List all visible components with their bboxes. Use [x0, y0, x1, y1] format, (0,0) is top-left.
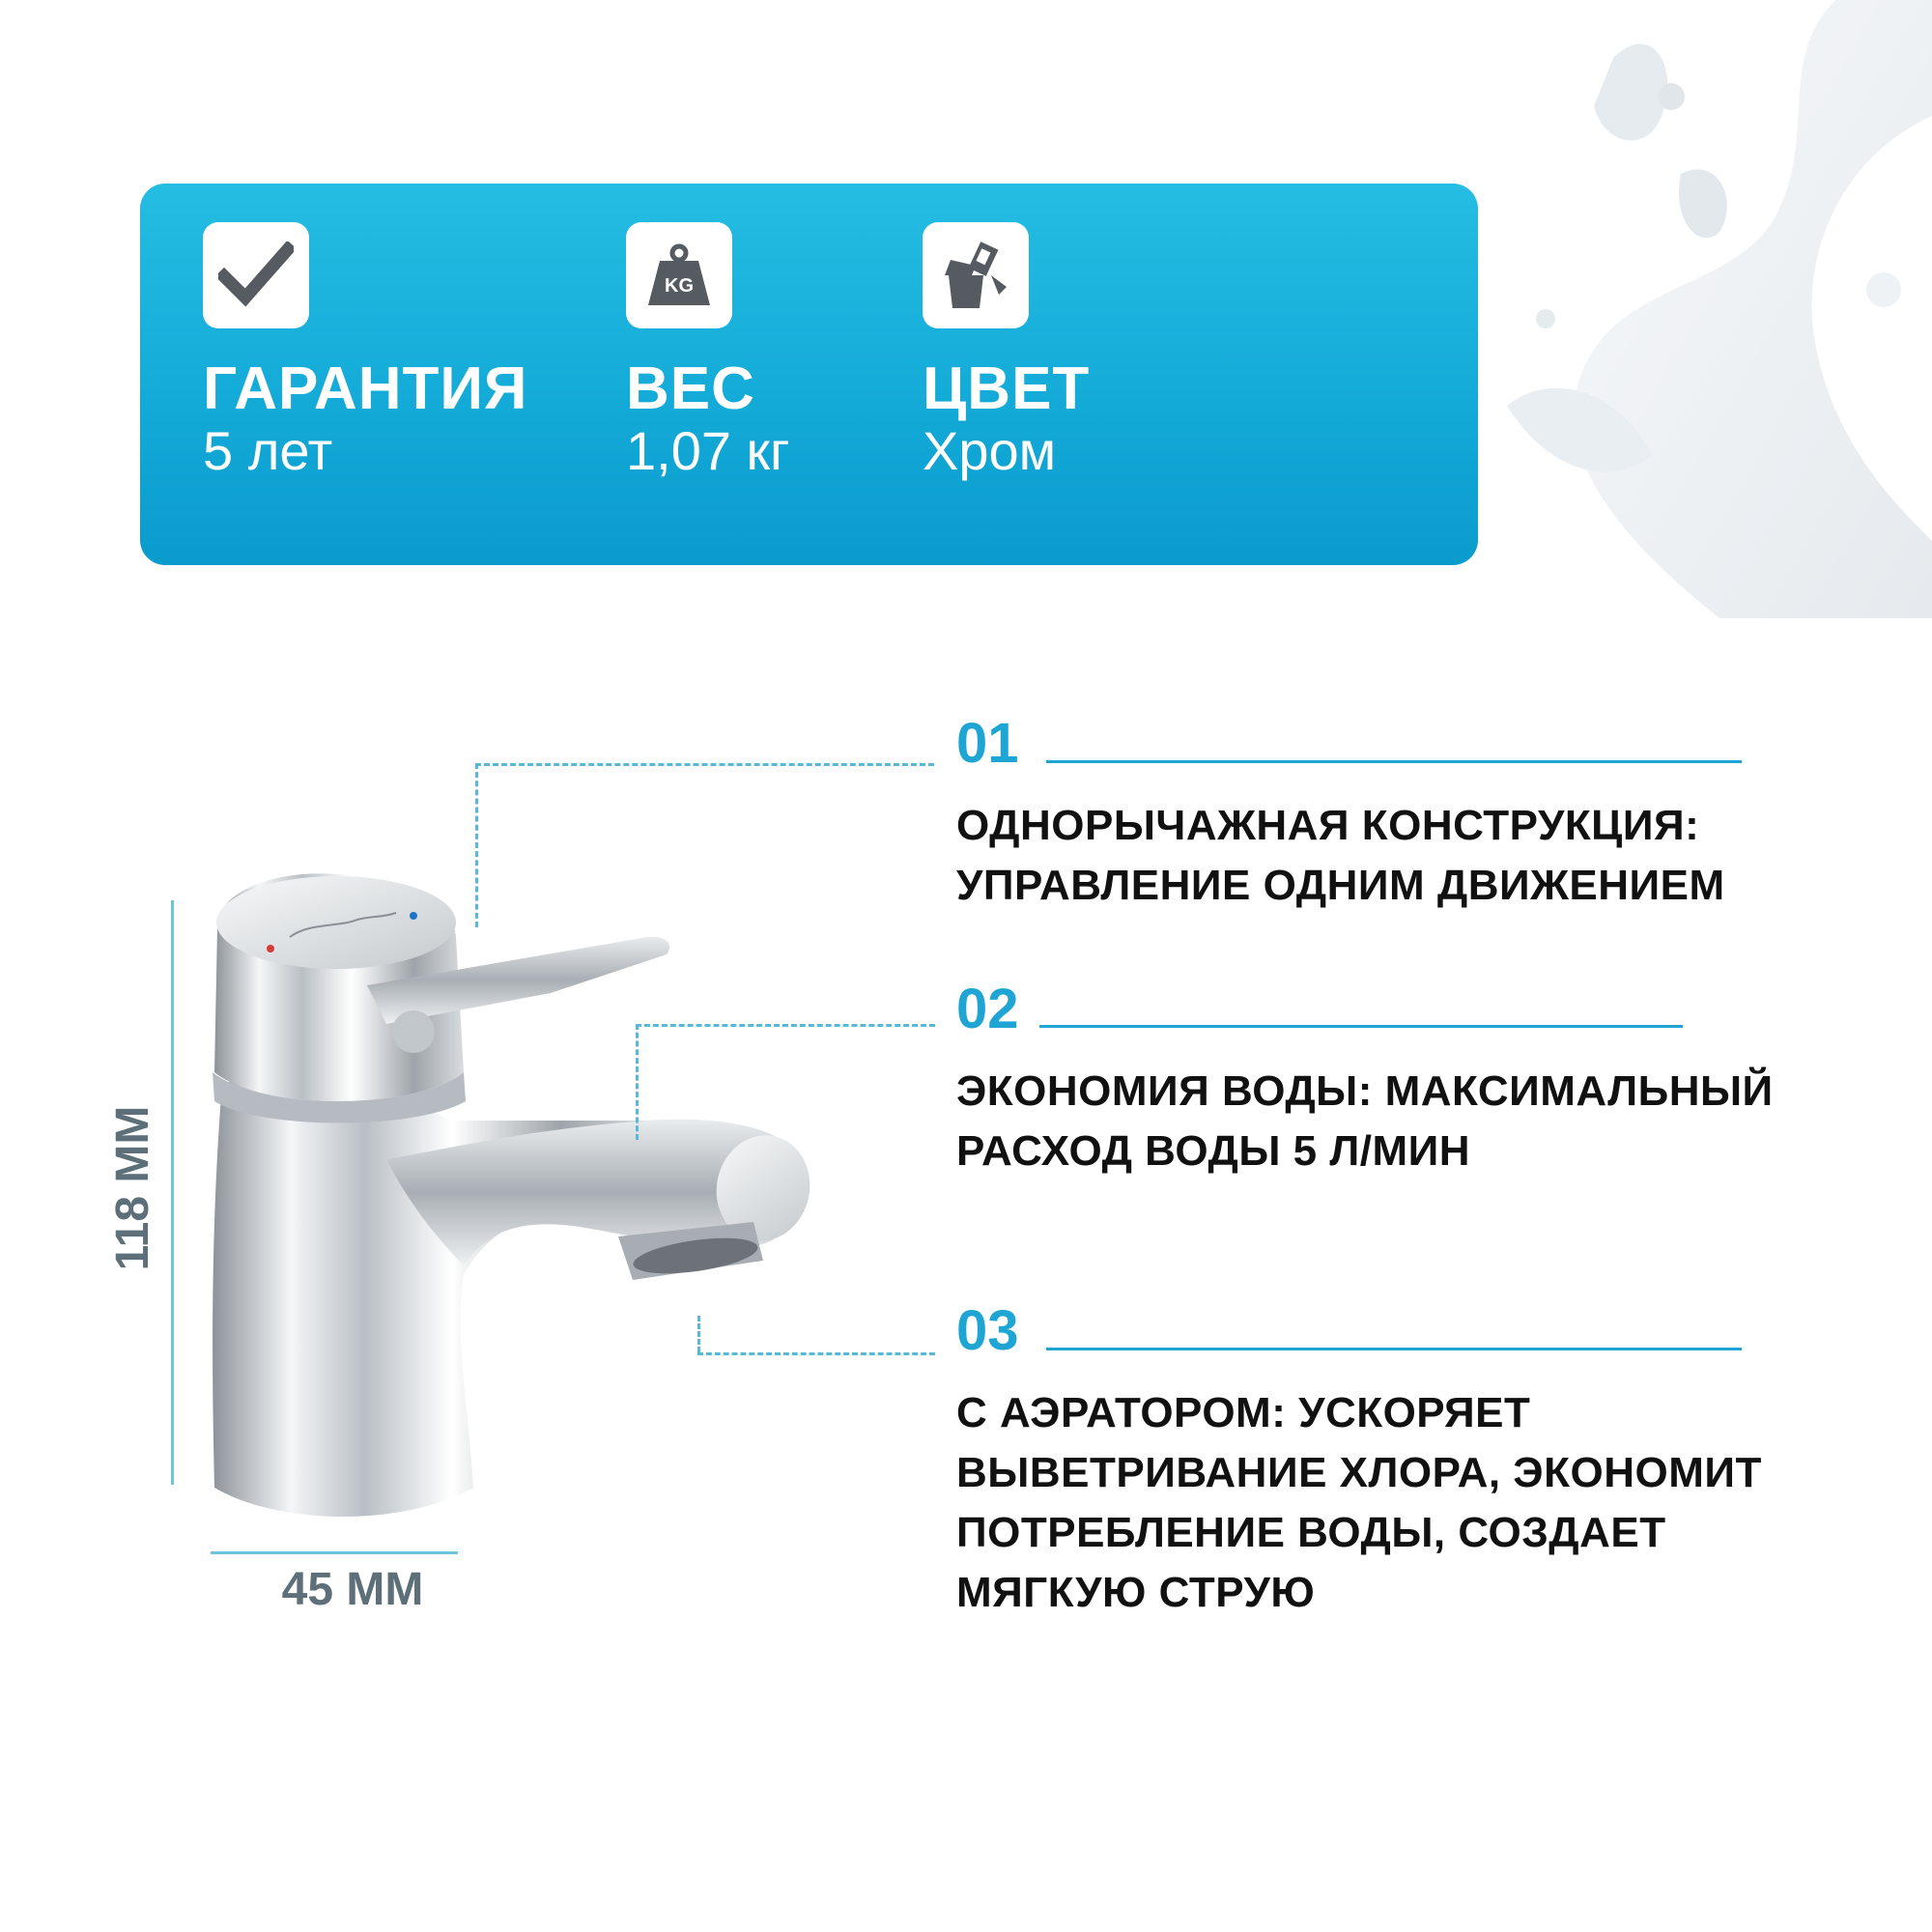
spec-weight — [626, 222, 789, 481]
cold-indicator-dot — [410, 912, 417, 920]
spec-value: 1,07 кг — [626, 420, 790, 481]
callout-line-02-vertical — [636, 1024, 639, 1140]
feature-01 — [956, 712, 1845, 916]
specs-banner — [140, 184, 1478, 565]
width-dimension-text: 45 ММ — [281, 1564, 424, 1615]
spec-title: ЦВЕТ — [923, 355, 1091, 422]
faucet-image — [193, 869, 821, 1536]
feature-number: 02 — [956, 978, 1019, 1040]
spec-value: Хром — [923, 420, 1057, 481]
callout-line-03 — [697, 1352, 935, 1355]
callout-line-01 — [475, 763, 934, 766]
callout-line-02 — [636, 1024, 935, 1027]
hot-indicator-dot — [267, 945, 274, 952]
checkmark-icon — [203, 222, 309, 328]
feature-number: 01 — [956, 712, 1019, 775]
paint-bucket-icon — [923, 222, 1029, 328]
height-dimension-text: 118 ММ — [107, 1105, 158, 1271]
feature-rule — [1039, 1025, 1683, 1028]
kg-icon-label: KG — [665, 275, 694, 297]
feature-text: С АЭРАТОРОМ: УСКОРЯЕТ ВЫВЕТРИВАНИЕ ХЛОРА, ЭКОНОМИТ ПОТРЕБЛЕНИЕ ВОДЫ, СОЗДАЕТ МЯГКУЮ СТРУЮ — [956, 1389, 1762, 1616]
callout-line-01-vertical — [475, 763, 478, 927]
spec-value: 5 лет — [203, 420, 333, 481]
feature-rule — [1046, 760, 1742, 763]
feature-02 — [956, 980, 1845, 1181]
feature-text: ОДНОРЫЧАЖНАЯ КОНСТРУКЦИЯ: УПРАВЛЕНИЕ ОДНИМ ДВИЖЕНИЕМ — [956, 802, 1725, 909]
spec-title: ГАРАНТИЯ — [203, 355, 528, 422]
feature-number: 03 — [956, 1299, 1019, 1362]
spec-color — [923, 222, 1090, 481]
spec-title: ВЕС — [626, 355, 755, 422]
callout-line-03-vertical — [697, 1316, 700, 1352]
feature-03 — [956, 1299, 1845, 1623]
feature-text: ЭКОНОМИЯ ВОДЫ: МАКСИМАЛЬНЫЙ РАСХОД ВОДЫ 5 Л/МИН — [956, 1067, 1774, 1175]
feature-rule — [1046, 1348, 1742, 1350]
water-splash-decoration — [1430, 0, 1932, 618]
width-dimension-line — [211, 1551, 458, 1554]
height-dimension-line — [171, 900, 174, 1485]
spec-warranty — [203, 222, 527, 481]
kg-weight-icon — [626, 222, 732, 328]
